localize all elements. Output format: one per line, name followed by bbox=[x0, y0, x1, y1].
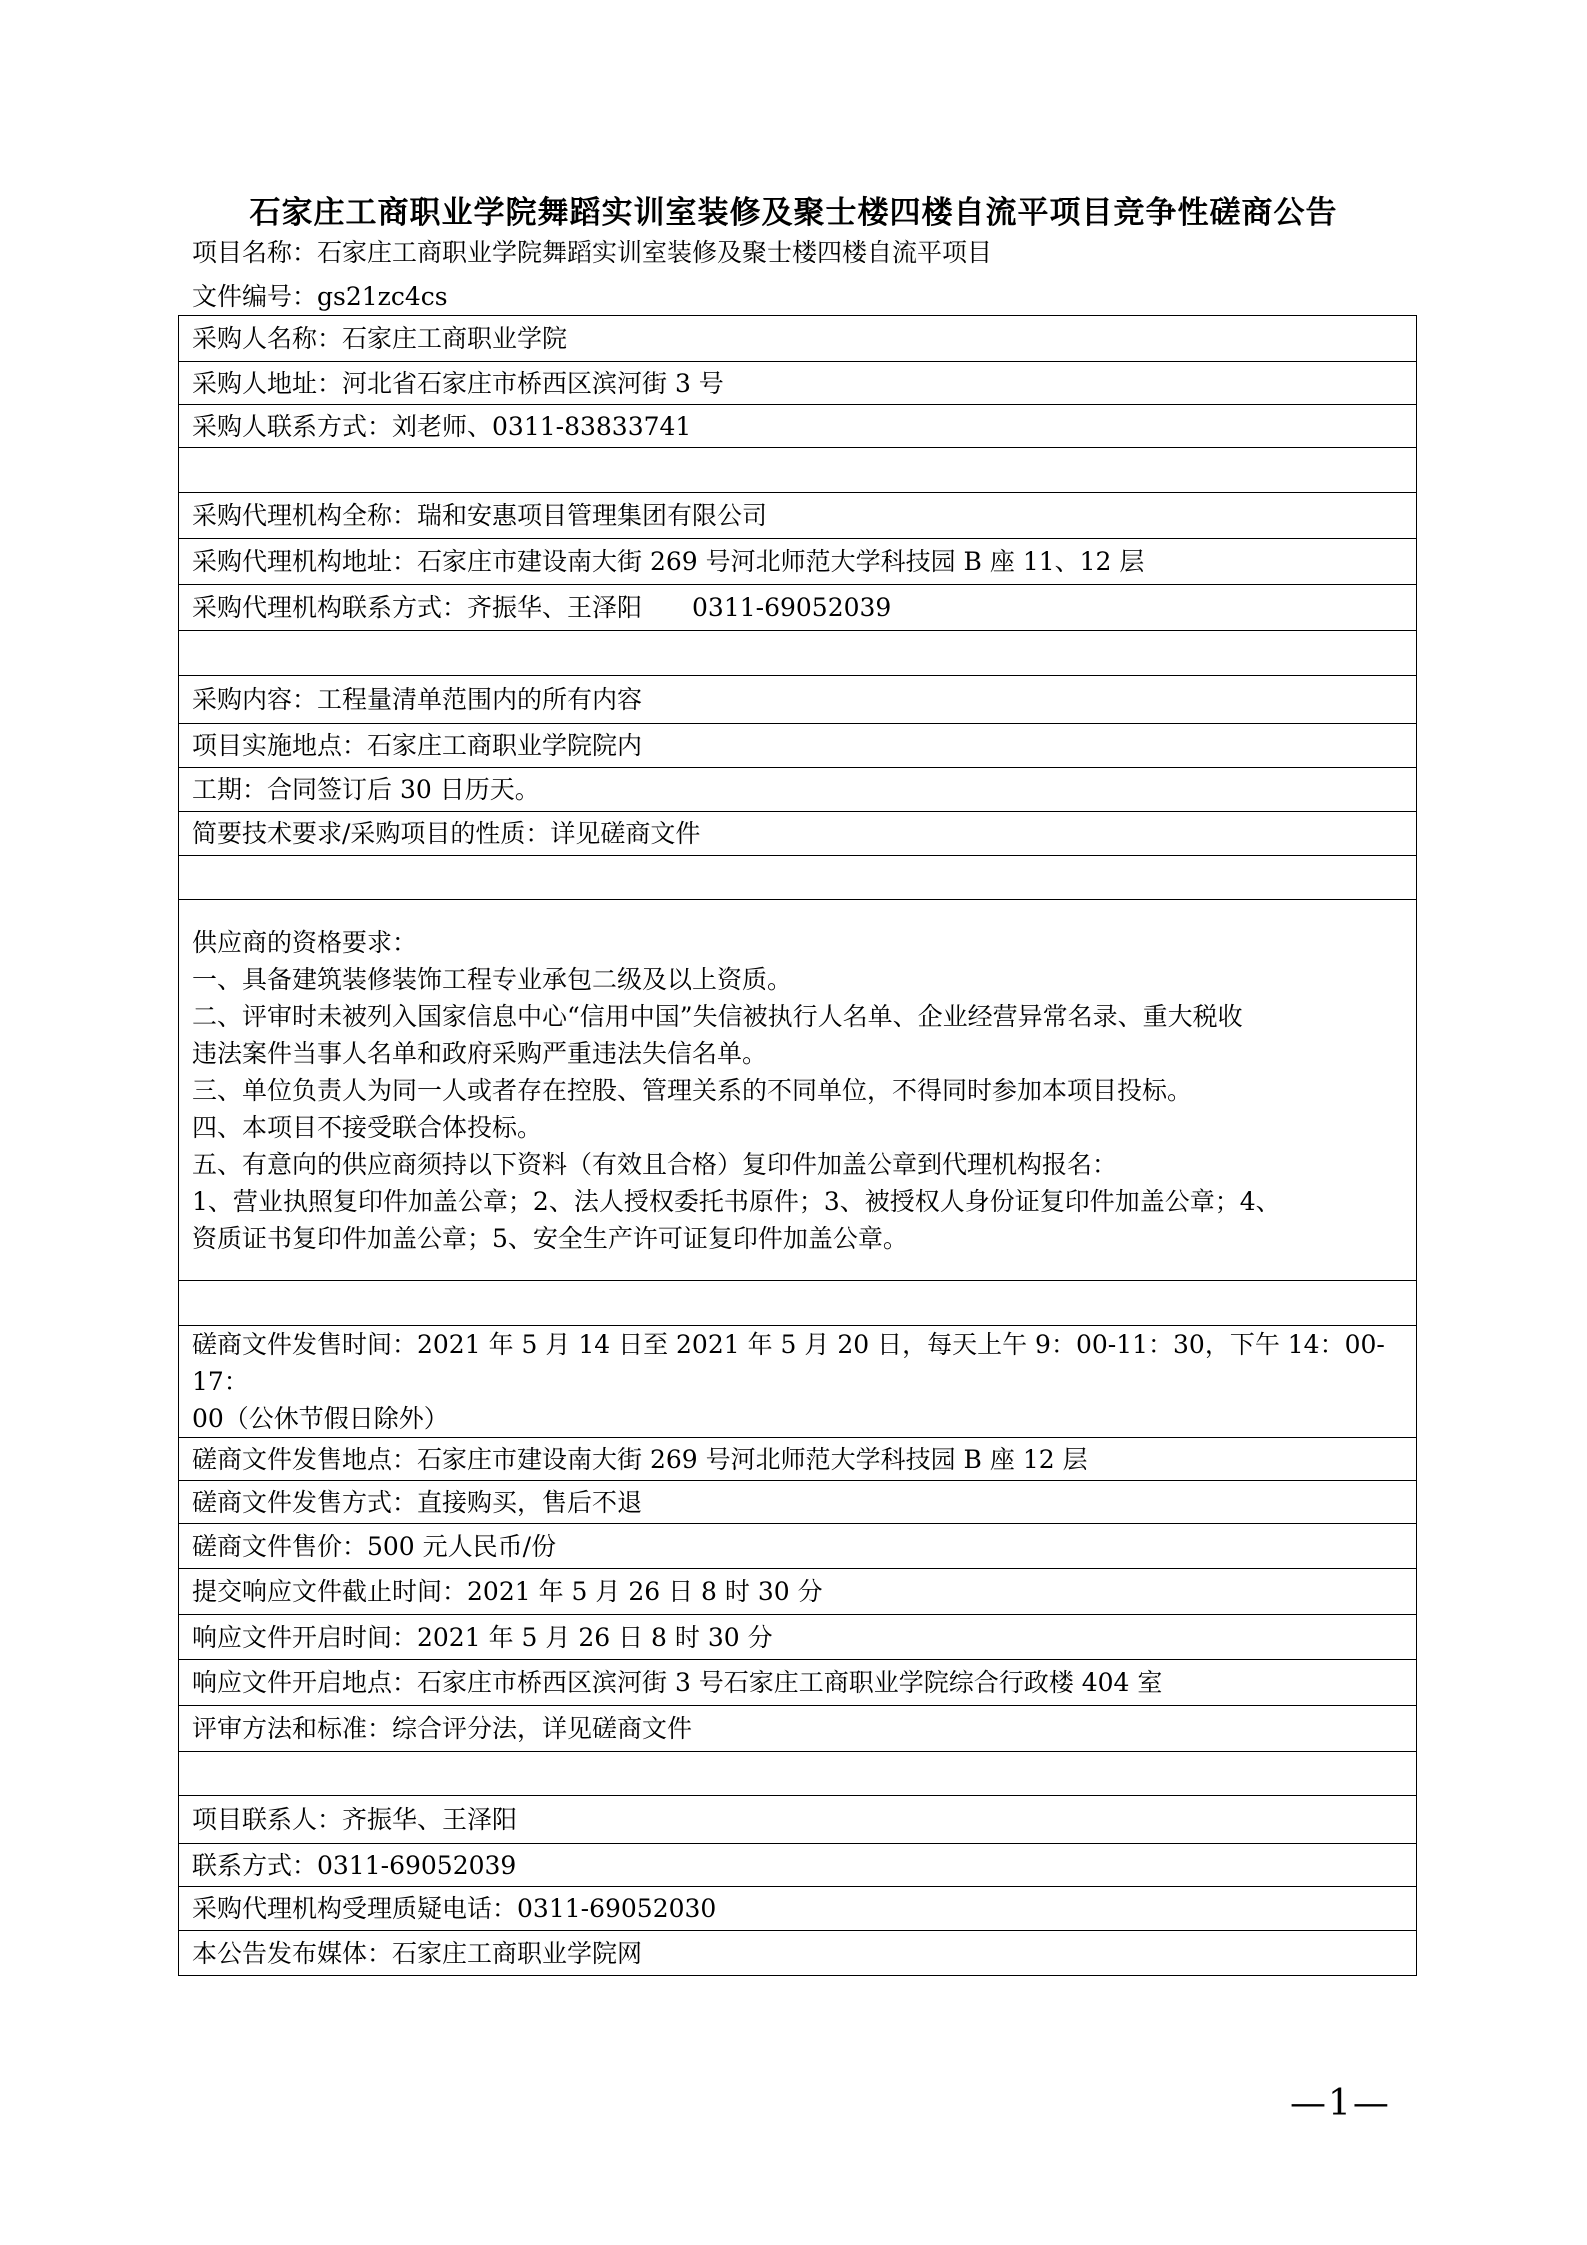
table-row bbox=[179, 493, 1417, 539]
cell-text-line: 二、评审时未被列入国家信息中心“信用中国”失信被执行人名单、企业经营异常名录、重大税收 bbox=[192, 1001, 1243, 1031]
table-row bbox=[179, 1615, 1417, 1660]
cell-text-line: 响应文件开启地点：石家庄市桥西区滨河街 3 号石家庄工商职业学院综合行政楼 404 室 bbox=[192, 1668, 1163, 1697]
table-row bbox=[179, 1887, 1417, 1931]
cell-text-line: 项目实施地点：石家庄工商职业学院院内 bbox=[192, 731, 643, 760]
table-cell bbox=[179, 1438, 1417, 1481]
cell-text-line: 提交响应文件截止时间：2021 年 5 月 26 日 8 时 30 分 bbox=[192, 1577, 823, 1606]
cell-text-line: 一、具备建筑装修装饰工程专业承包二级及以上资质。 bbox=[192, 964, 793, 994]
table-cell bbox=[179, 724, 1417, 768]
table-cell bbox=[179, 1615, 1417, 1660]
cell-text-line: 违法案件当事人名单和政府采购严重违法失信名单。 bbox=[192, 1038, 768, 1068]
table-row bbox=[179, 362, 1417, 405]
cell-text-line: 采购人联系方式：刘老师、0311-83833741 bbox=[192, 411, 692, 441]
cell-text-line: 资质证书复印件加盖公章；5、安全生产许可证复印件加盖公章。 bbox=[192, 1223, 908, 1253]
table-cell bbox=[179, 362, 1417, 405]
cell-text-line: 磋商文件售价：500 元人民币/份 bbox=[192, 1531, 557, 1561]
table-row bbox=[179, 812, 1417, 856]
table-row bbox=[179, 1660, 1417, 1706]
cell-text-line: 采购代理机构地址：石家庄市建设南大街 269 号河北师范大学科技园 B 座 11、12 层 bbox=[192, 547, 1145, 576]
cell-text-line: 磋商文件发售地点：石家庄市建设南大街 269 号河北师范大学科技园 B 座 12 层 bbox=[192, 1444, 1088, 1474]
cell-text-line: 00（公休节假日除外） bbox=[192, 1404, 449, 1433]
table-row bbox=[179, 585, 1417, 631]
table-cell bbox=[179, 539, 1417, 585]
table-row bbox=[179, 676, 1417, 724]
table-cell bbox=[179, 316, 1417, 362]
table-row bbox=[179, 856, 1417, 900]
cell-text-line: 评审方法和标准：综合评分法，详见磋商文件 bbox=[192, 1714, 693, 1743]
table-row bbox=[179, 1569, 1417, 1615]
document-title: 石家庄工商职业学院舞蹈实训室装修及聚士楼四楼自流平项目竞争性磋商公告 bbox=[249, 195, 1338, 231]
table-row bbox=[179, 316, 1417, 362]
table-cell bbox=[179, 1844, 1417, 1887]
table-cell bbox=[179, 405, 1417, 448]
project-name: 项目名称：石家庄工商职业学院舞蹈实训室装修及聚士楼四楼自流平项目 bbox=[192, 238, 993, 267]
table-cell bbox=[179, 1931, 1417, 1976]
cell-text-line: 本公告发布媒体：石家庄工商职业学院网 bbox=[192, 1938, 643, 1968]
table-cell bbox=[179, 1569, 1417, 1615]
table-row bbox=[179, 1752, 1417, 1796]
table-cell bbox=[179, 1481, 1417, 1524]
file-number: 文件编号：gs21zc4cs bbox=[192, 282, 448, 311]
cell-text-line: 联系方式：0311-69052039 bbox=[192, 1850, 517, 1880]
table-cell bbox=[179, 493, 1417, 539]
table-cell bbox=[179, 1326, 1417, 1438]
table-row bbox=[179, 724, 1417, 768]
announcement-table bbox=[178, 315, 1417, 1976]
table-row bbox=[179, 539, 1417, 585]
cell-text-line: 供应商的资格要求： bbox=[192, 927, 418, 957]
table-cell bbox=[179, 900, 1417, 1281]
table-cell bbox=[179, 812, 1417, 856]
cell-text-line: 项目联系人：齐振华、王泽阳 bbox=[192, 1805, 518, 1834]
table-row bbox=[179, 1481, 1417, 1524]
page-number: —1— bbox=[1290, 2083, 1391, 2124]
table-row bbox=[179, 1438, 1417, 1481]
table-row bbox=[179, 768, 1417, 812]
table-row bbox=[179, 1326, 1417, 1438]
table-row bbox=[179, 1524, 1417, 1569]
empty-cell bbox=[179, 631, 1417, 676]
table-row bbox=[179, 631, 1417, 676]
table-row bbox=[179, 1796, 1417, 1844]
cell-text-line: 五、有意向的供应商须持以下资料（有效且合格）复印件加盖公章到代理机构报名： bbox=[192, 1149, 1118, 1179]
empty-cell bbox=[179, 1281, 1417, 1326]
cell-text-line: 磋商文件发售时间：2021 年 5 月 14 日至 2021 年 5 月 20 日，每天上午 9：00-11：30，下午 14：00-17： bbox=[192, 1330, 1385, 1396]
table-row bbox=[179, 448, 1417, 493]
table-cell bbox=[179, 1887, 1417, 1931]
table-row bbox=[179, 900, 1417, 1281]
table-cell bbox=[179, 1524, 1417, 1569]
cell-text-line: 工期：合同签订后 30 日历天。 bbox=[192, 775, 540, 804]
table-row bbox=[179, 1931, 1417, 1976]
table-row bbox=[179, 1844, 1417, 1887]
table-cell bbox=[179, 585, 1417, 631]
cell-text-line: 1、营业执照复印件加盖公章；2、法人授权委托书原件；3、被授权人身份证复印件加盖公章；4、 bbox=[192, 1186, 1281, 1216]
empty-cell bbox=[179, 1752, 1417, 1796]
cell-text-line: 三、单位负责人为同一人或者存在控股、管理关系的不同单位，不得同时参加本项目投标。 bbox=[192, 1075, 1193, 1105]
cell-text-line: 简要技术要求/采购项目的性质：详见磋商文件 bbox=[192, 819, 701, 848]
cell-text-line: 采购代理机构联系方式：齐振华、王泽阳 0311-69052039 bbox=[192, 593, 892, 622]
table-cell bbox=[179, 768, 1417, 812]
table-row bbox=[179, 1706, 1417, 1752]
empty-cell bbox=[179, 448, 1417, 493]
table-cell bbox=[179, 1796, 1417, 1844]
cell-text-line: 采购代理机构受理质疑电话：0311-69052030 bbox=[192, 1894, 717, 1923]
cell-text-line: 响应文件开启时间：2021 年 5 月 26 日 8 时 30 分 bbox=[192, 1622, 773, 1652]
cell-text-line: 采购代理机构全称：瑞和安惠项目管理集团有限公司 bbox=[192, 501, 768, 530]
table-cell bbox=[179, 1706, 1417, 1752]
cell-text-line: 四、本项目不接受联合体投标。 bbox=[192, 1112, 543, 1142]
table-cell bbox=[179, 1660, 1417, 1706]
table-cell bbox=[179, 676, 1417, 724]
table-row bbox=[179, 405, 1417, 448]
cell-text-line: 磋商文件发售方式：直接购买，售后不退 bbox=[192, 1487, 643, 1517]
cell-text-line: 采购内容：工程量清单范围内的所有内容 bbox=[192, 685, 643, 714]
table-row bbox=[179, 1281, 1417, 1326]
cell-text-line: 采购人地址：河北省石家庄市桥西区滨河街 3 号 bbox=[192, 368, 724, 398]
cell-text-line: 采购人名称：石家庄工商职业学院 bbox=[192, 324, 568, 353]
empty-cell bbox=[179, 856, 1417, 900]
